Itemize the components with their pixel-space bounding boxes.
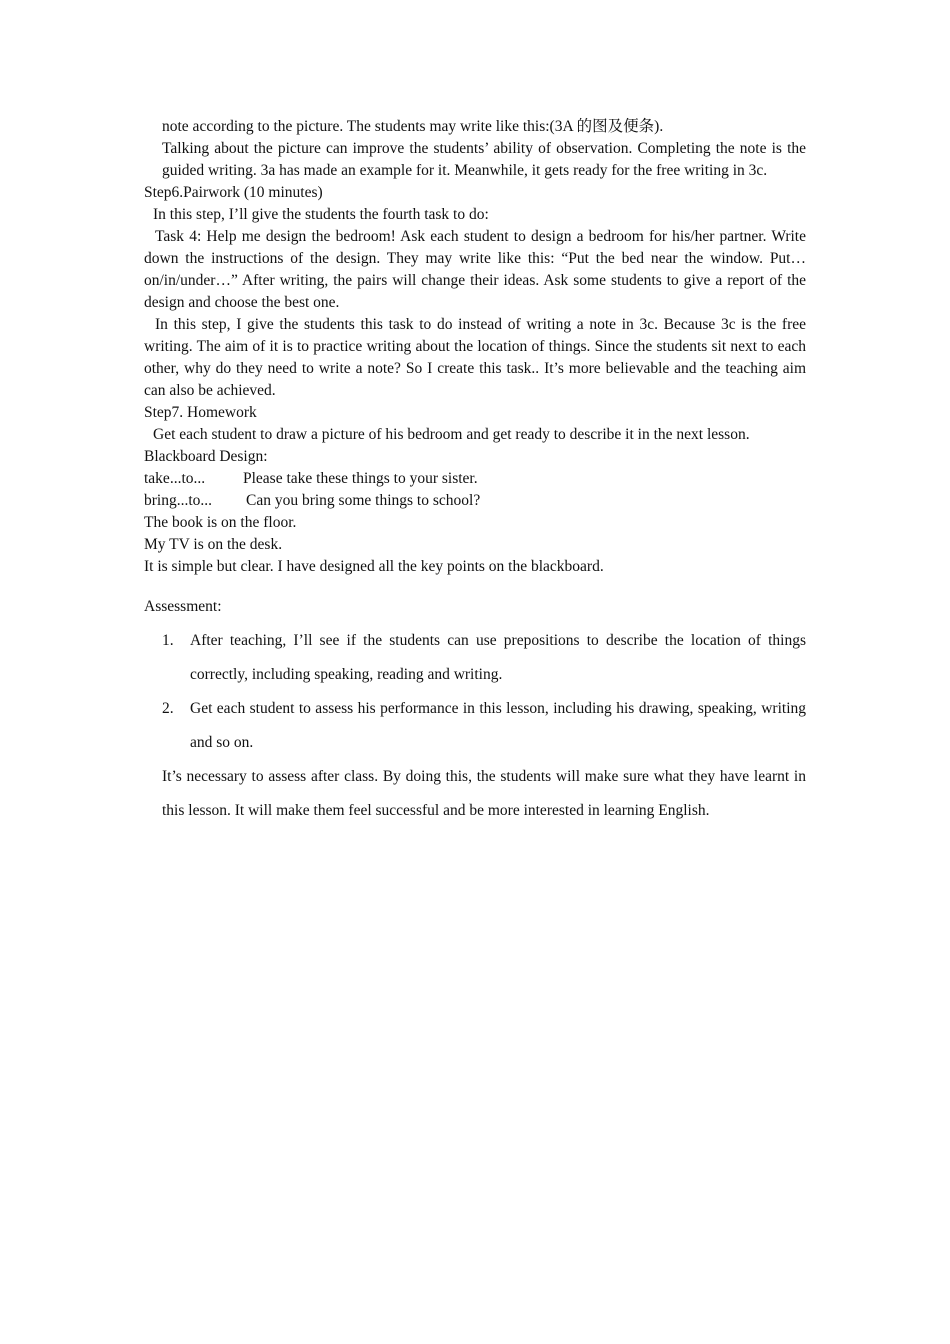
assessment-item-text: After teaching, I’ll see if the students can use prepositions to describe the location of things correctly, including speaking, reading and writing. — [190, 632, 806, 683]
assessment-item-text: Get each student to assess his performance in this lesson, including his drawing, speaking, writing and so on. — [190, 700, 806, 751]
step5-continuation — [144, 116, 806, 182]
assessment-section — [144, 590, 806, 828]
blackboard-line-tv: My TV is on the desk. — [144, 536, 283, 553]
assessment-closing: It’s necessary to assess after class. By doing this, the students will make sure what they have learnt in this lesson. It will make them feel successful and be more interested in learning English. — [162, 768, 806, 819]
assessment-item — [144, 692, 806, 760]
document-body — [144, 116, 806, 828]
blackboard-sentence-bring: Can you bring some things to school? — [246, 492, 481, 509]
blackboard-row-take — [144, 468, 806, 490]
blackboard-phrase-take: take...to... — [144, 470, 206, 487]
blackboard-sentence-take: Please take these things to your sister. — [243, 470, 478, 487]
assessment-list — [144, 624, 806, 760]
picture-talk-paragraph: Talking about the picture can improve the students’ ability of observation. Completing the note is the guided writing. 3a has made an example for it. Meanwhile, it gets ready for the free writing in 3c. — [162, 140, 806, 179]
assessment-item — [144, 624, 806, 692]
blackboard-line-book: The book is on the floor. — [144, 514, 297, 531]
homework-text: Get each student to draw a picture of his bedroom and get ready to describe it in the next lesson. — [153, 426, 750, 443]
blackboard-heading: Blackboard Design: — [144, 448, 268, 465]
assessment-heading: Assessment: — [144, 598, 222, 615]
step7-heading: Step7. Homework — [144, 404, 257, 421]
note-line: note according to the picture. The students may write like this:(3A 的图及便条). — [162, 118, 664, 135]
blackboard-phrase-bring: bring...to... — [144, 492, 213, 509]
step6-explanation: In this step, I give the students this task to do instead of writing a note in 3c. Because 3c is the free writing. The aim of it is to practice writing about the location of things. Since the students sit next to each other, why do they need to write a note? So I create this task.. It’s more believable and the teaching aim can also be achieved. — [144, 316, 806, 399]
step6-intro: In this step, I’ll give the students the fourth task to do: — [153, 206, 489, 223]
blackboard-row-bring — [144, 490, 806, 512]
assessment-item-number: 2. — [162, 700, 174, 717]
assessment-item-number: 1. — [162, 632, 174, 649]
blackboard-summary: It is simple but clear. I have designed all the key points on the blackboard. — [144, 558, 604, 575]
task4-paragraph: Task 4: Help me design the bedroom! Ask each student to design a bedroom for his/her partner. Write down the instructions of the design. They may write like this: “Put the bed near the window. Put…on/in/under…” After writing, the pairs will change their ideas. Ask some students to give a report of the design and choose the best one. — [144, 228, 806, 311]
step6-heading: Step6.Pairwork (10 minutes) — [144, 184, 323, 201]
